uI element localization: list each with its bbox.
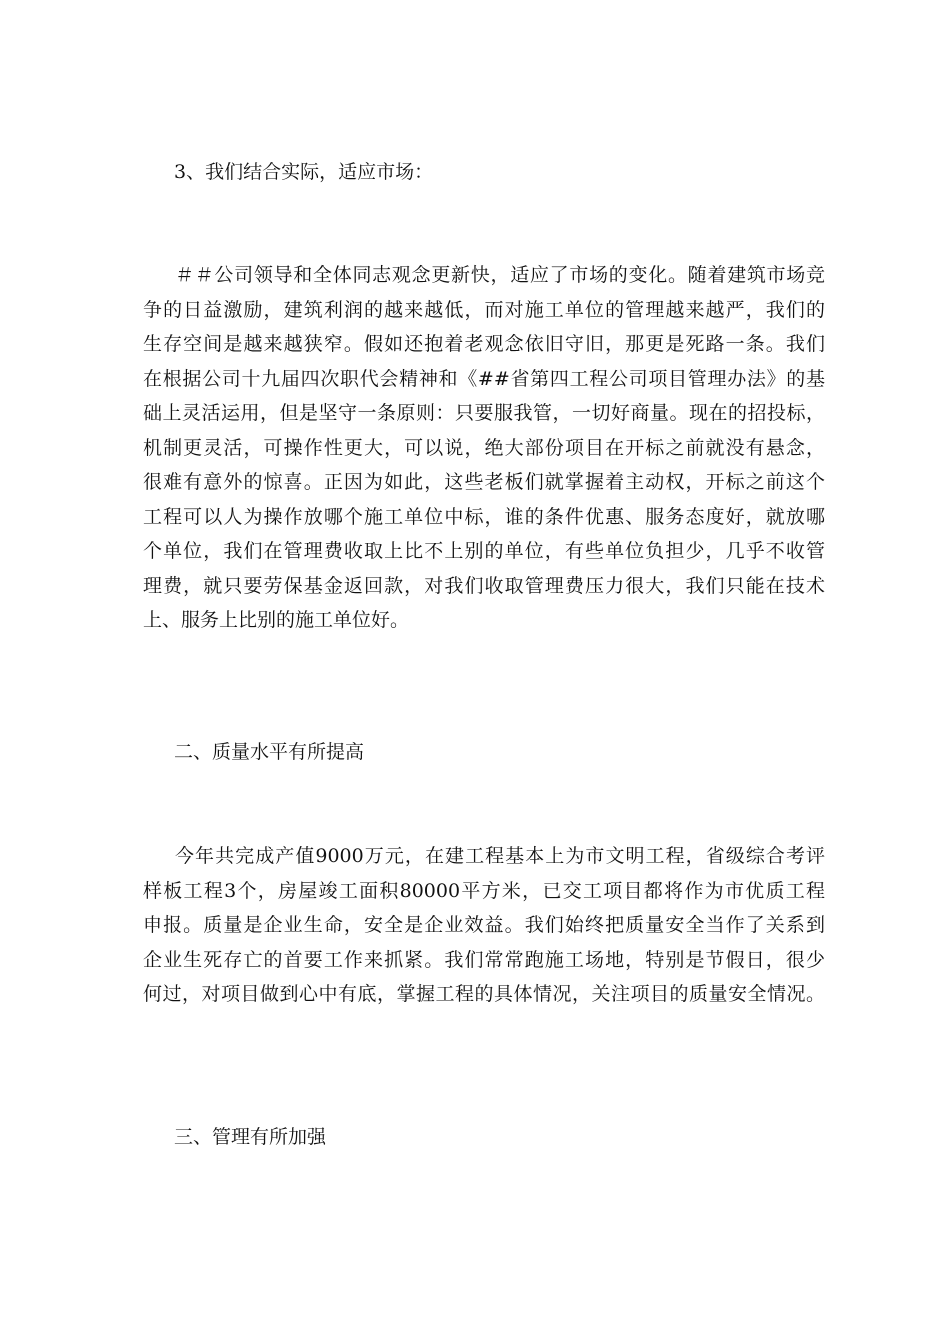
paragraph-line: 工程可以人为操作放哪个施工单位中标，谁的条件优惠、服务态度好，就放哪: [143, 505, 825, 528]
section-heading-quality: 二、质量水平有所提高: [174, 741, 365, 763]
paragraph-line: 争的日益激励，建筑利润的越来越低，而对施工单位的管理越来越严，我们的: [143, 298, 825, 321]
paragraph-line: 何过，对项目做到心中有底，掌握工程的具体情况，关注项目的质量安全情况。: [143, 983, 825, 1005]
paragraph-line: 理费，就只要劳保基金返回款，对我们收取管理费压力很大，我们只能在技术: [143, 574, 825, 597]
paragraph-line: 今年共完成产值9000万元，在建工程基本上为市文明工程，省级综合考评: [175, 845, 825, 867]
paragraph-line: 样板工程3个，房屋竣工面积80000平方米，已交工项目都将作为市优质工程: [143, 879, 825, 902]
paragraph-line: 申报。质量是企业生命，安全是企业效益。我们始终把质量安全当作了关系到: [143, 914, 825, 936]
paragraph-line: 很难有意外的惊喜。正因为如此，这些老板们就掌握着主动权，开标之前这个: [143, 471, 825, 493]
paragraph-line: 企业生死存亡的首要工作来抓紧。我们常常跑施工场地，特别是节假日，很少: [143, 948, 825, 971]
paragraph-market: [143, 258, 825, 638]
paragraph-line: 在根据公司十九届四次职代会精神和《##省第四工程公司项目管理办法》的基: [143, 367, 825, 390]
paragraph-line: ＃＃公司领导和全体同志观念更新快，适应了市场的变化。随着建筑市场竞: [175, 264, 825, 286]
paragraph-line: 础上灵活运用，但是坚守一条原则：只要服我管，一切好商量。现在的招投标，: [143, 402, 825, 424]
paragraph-quality: [143, 839, 825, 1012]
section-heading-management: 三、管理有所加强: [174, 1126, 327, 1148]
paragraph-line: 上、服务上比别的施工单位好。: [143, 609, 410, 631]
paragraph-line: 个单位，我们在管理费收取上比不上别的单位，有些单位负担少，几乎不收管: [143, 540, 825, 562]
paragraph-line: 生存空间是越来越狭窄。假如还抱着老观念依旧守旧，那更是死路一条。我们: [143, 333, 825, 355]
section-heading-market: 3、我们结合实际，适应市场：: [174, 161, 434, 183]
paragraph-line: 机制更灵活，可操作性更大，可以说，绝大部份项目在开标之前就没有悬念，: [143, 436, 825, 459]
